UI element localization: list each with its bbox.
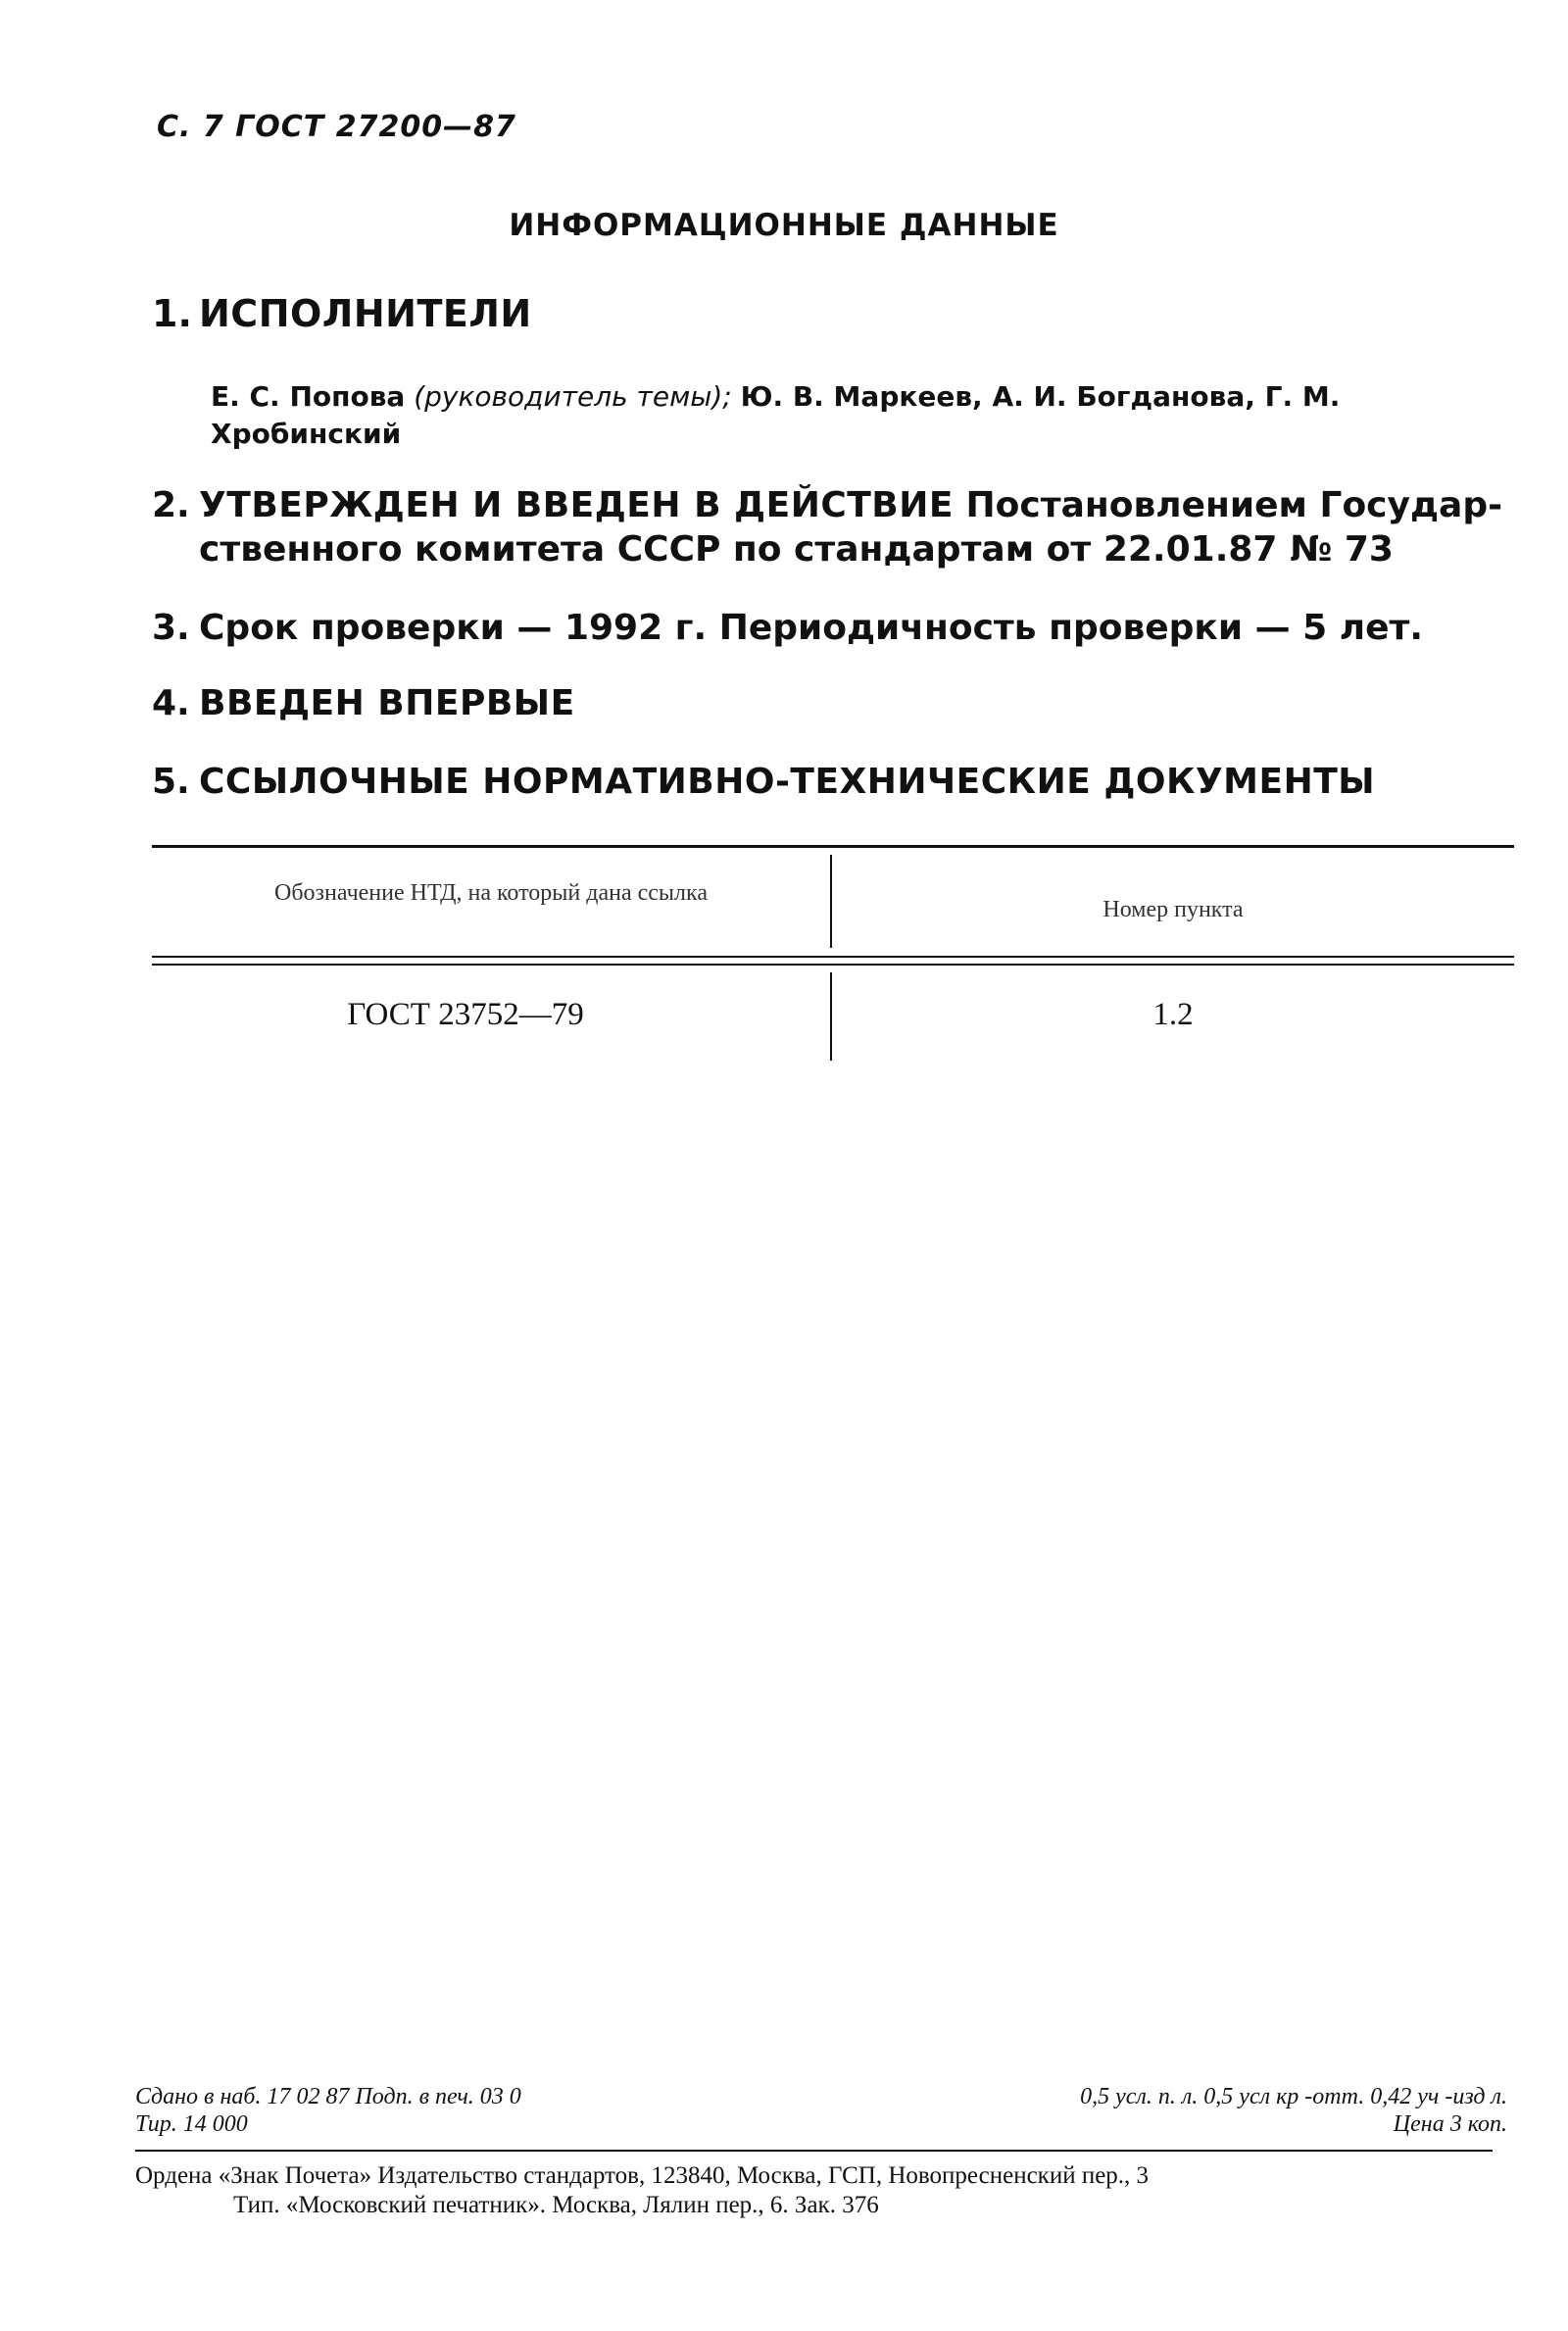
section-4 xyxy=(152,683,575,723)
reference-table xyxy=(152,845,1514,1061)
section-3 xyxy=(152,608,1423,648)
section-heading: ИСПОЛНИТЕЛИ xyxy=(199,292,532,335)
imprint-volume: 0,5 усл. п. л. 0,5 усл кр -отт. 0,42 уч -изд л. xyxy=(1080,2084,1507,2109)
section-heading: ССЫЛОЧНЫЕ НОРМАТИВНО-ТЕХНИЧЕСКИЕ ДОКУМЕНТЫ xyxy=(199,762,1376,802)
section-number: 2. xyxy=(152,485,190,525)
imprint-circulation: Тир. 14 000 xyxy=(135,2111,248,2137)
section-number: 1. xyxy=(152,292,192,335)
table-header-clause: Номер пункта xyxy=(1102,897,1244,922)
table-header-designation: Обозначение НТД, на который дана ссылка xyxy=(274,880,708,906)
publisher-line: Ордена «Знак Почета» Издательство стандартов, 123840, Москва, ГСП, Новопресненский пер., 3 xyxy=(135,2162,1150,2189)
section-heading: ВВЕДЕН ВПЕРВЫЕ xyxy=(199,683,575,723)
section-5 xyxy=(152,762,1375,802)
imprint-price: Цена 3 коп. xyxy=(1393,2111,1507,2137)
section-heading: УТВЕРЖДЕН И ВВЕДЕН В ДЕЙСТВИЕ xyxy=(199,485,954,525)
leader-role: (руководитель темы); xyxy=(405,380,741,413)
imprint-dates: Сдано в наб. 17 02 87 Подп. в печ. 03 0 xyxy=(135,2084,521,2109)
section-number: 3. xyxy=(152,608,190,648)
printer-line: Тип. «Московский печатник». Москва, Лялин пер., 6. Зак. 376 xyxy=(233,2192,879,2218)
leader-name: Е. С. Попова xyxy=(211,380,406,413)
print-imprint xyxy=(135,2083,1507,2138)
document-title: ИНФОРМАЦИОННЫЕ ДАННЫЕ xyxy=(509,208,1059,243)
table-cell-designation: ГОСТ 23752—79 xyxy=(347,997,584,1032)
table-top-rule xyxy=(152,845,1514,848)
section-text: Срок проверки — 1992 г. Периодичность проверки — 5 лет. xyxy=(199,608,1424,648)
section-text: Постановлением Государ- xyxy=(953,485,1503,525)
table-header-rule-double xyxy=(152,964,1514,966)
imprint-row xyxy=(135,2110,1507,2138)
performers-list xyxy=(211,378,1504,453)
footer-divider xyxy=(135,2150,1493,2152)
section-2-continuation: ственного комитета СССР по стандартам от 22.01.87 № 73 xyxy=(199,529,1394,570)
section-2 xyxy=(152,485,1502,525)
table-cell-clause: 1.2 xyxy=(1152,997,1194,1032)
section-1 xyxy=(152,292,532,335)
table-header-rule xyxy=(152,956,1514,958)
imprint-row xyxy=(135,2083,1507,2110)
page-header: С. 7 ГОСТ 27200—87 xyxy=(157,110,516,144)
section-number: 4. xyxy=(152,683,190,723)
section-number: 5. xyxy=(152,762,190,802)
other-performers: Ю. В. Маркеев, А. И. Богданова, Г. М. Хробинский xyxy=(211,380,1341,450)
publisher-info xyxy=(135,2161,1507,2220)
